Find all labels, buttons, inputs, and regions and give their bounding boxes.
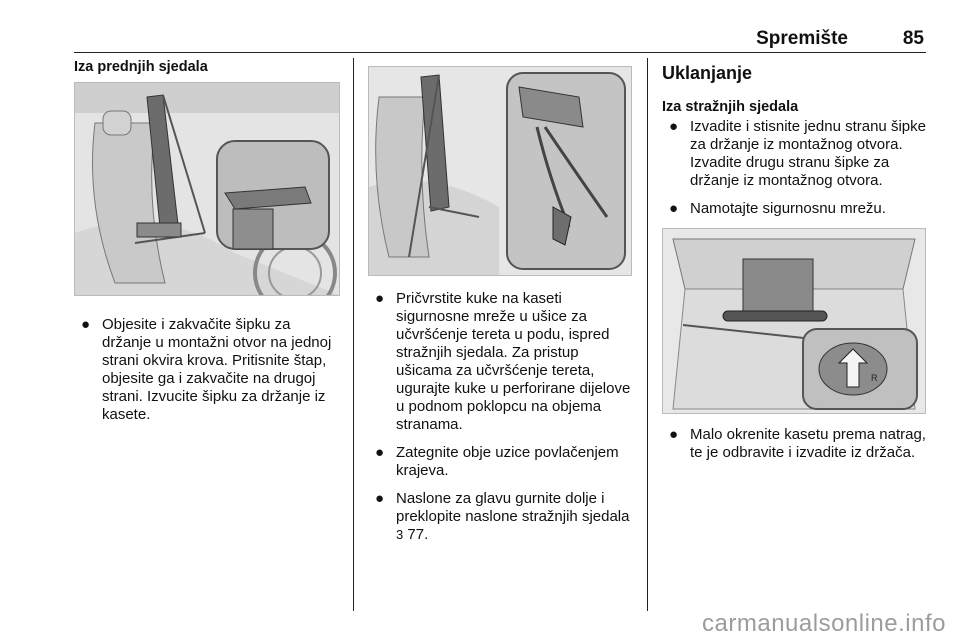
page-reference-link[interactable]: 77. [407,526,429,543]
figure-label: R [871,373,878,383]
cassette-removal-illustration [663,229,925,413]
watermark: carmanualsonline.info [702,610,946,637]
list-item: ● Izvadite i stisnite jednu stranu šipke za držanje iz montažnog otvora. Izvadite drugu stranu šipke za držanje iz montažnog otvora. [669,118,926,189]
figure-cargo-hooks [368,66,632,276]
list-item: ● Naslone za glavu gurnite dolje i preklopite naslone stražnjih sjedala 3 77. [375,490,630,543]
bullet-icon: ● [669,200,679,217]
bullet-icon: ● [669,426,679,443]
column-divider [647,58,648,611]
subheading-rear-seats: Iza stražnjih sjedala [662,99,799,115]
column-2 [368,58,632,554]
bullet-icon: ● [375,490,385,507]
car-interior-illustration [75,83,339,295]
list-item: ● Zategnite obje uzice povlačenjem krajeva. [375,444,619,479]
instruction-list [368,290,632,544]
list-item: ● Objesite i zakvačite šipku za držanje u montažni otvor na jednoj strani okvira krova. Pritisnite štap, objesite ga i zakvačite na drugoj strani. Izvucite šipku za držanje iz kasete. [81,316,332,423]
cargo-net-hook-illustration [369,67,631,275]
page-reference-arrow-icon: 3 [396,527,404,542]
list-item: ● Malo okrenite kasetu prema natrag, te je odbravite i izvadite iz držača. [669,426,926,461]
instruction-list [662,118,926,218]
column-3 [662,58,926,472]
page-header [74,22,926,53]
section-title: Spremište [756,28,848,49]
page-number: 85 [902,28,924,49]
instruction-list [74,316,340,424]
figure-front-seats [74,82,340,296]
bullet-icon: ● [375,290,385,307]
bullet-icon: ● [81,316,91,333]
subheading-front-seats: Iza prednjih sjedala [74,59,208,75]
heading-removal: Uklanjanje [662,63,753,83]
list-item: ● Namotajte sigurnosnu mrežu. [669,200,886,217]
instruction-list [662,426,926,462]
bullet-icon: ● [375,444,385,461]
column-1 [74,58,340,434]
column-divider [353,58,354,611]
bullet-icon: ● [669,118,679,135]
list-item: ● Pričvrstite kuke na kaseti sigurnosne mreže u ušice za učvršćenje tereta u podu, ispred stražnjih sjedala. Za pristup ušicama za učvršćenje tereta, ugurajte kuke u perforirane dijelove u podnom poklopcu na objema stranama. [375,290,631,433]
figure-cassette-removal [662,228,926,414]
